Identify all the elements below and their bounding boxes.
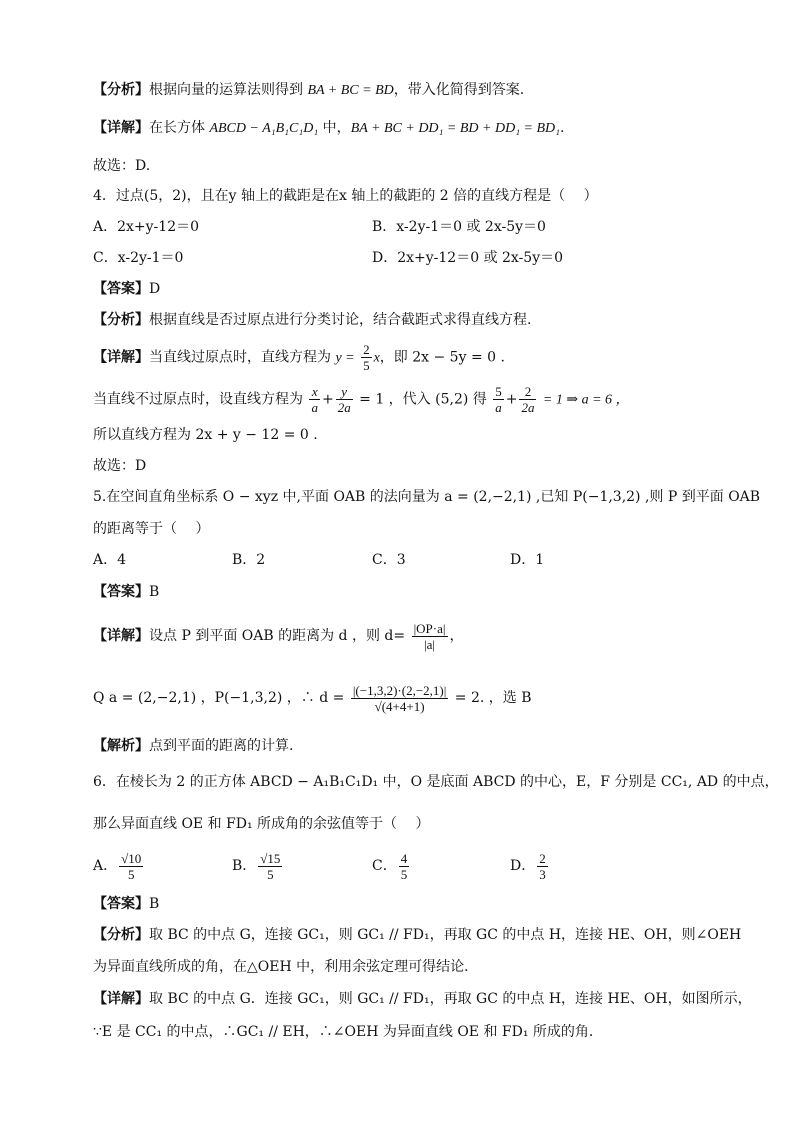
detail-mid: 中， — [318, 120, 351, 136]
q6-option-b — [232, 848, 284, 884]
q3-analysis-line — [93, 80, 524, 101]
detail-post: = 2. ，选 B — [454, 690, 532, 706]
fraction: $\frac{5}{a}$ — [495, 384, 502, 415]
q5-option-c: C．3 — [372, 552, 406, 568]
fraction: $\frac{y}{2a}$ — [337, 384, 351, 415]
q4-detail-line-2: 当直线不过原点时，设直线方程为 $\frac{x}{a}$ + $\frac{y}{2a}$ = 1 ，代入 (5,2) 得 $\frac{5}{a}$ + $\frac{2}{2a}$ = 1 ⇒ a = 6 ， — [93, 384, 630, 415]
option-fraction: $\frac{2}{3}$ — [539, 850, 546, 882]
q5-option-d: D．1 — [510, 552, 545, 568]
fraction: $\frac{2}{5}$ — [363, 342, 370, 373]
fraction: $\frac{2}{2a}$ — [521, 384, 535, 415]
var-x: x — [373, 350, 380, 366]
eq-lhs: y = — [335, 350, 355, 366]
q4-answer-line — [93, 279, 160, 299]
eq-result: = 1 ⇒ a = 6 ， — [542, 392, 630, 408]
q6-option-c — [372, 848, 411, 884]
q5-option-a: A．4 — [93, 552, 127, 568]
analysis-tail: ，带入化简得到答案. — [393, 82, 525, 98]
detail-tag: 【详解】 — [93, 628, 149, 644]
option-label: C． — [372, 858, 397, 874]
answer-value: B — [149, 584, 160, 600]
analysis-text: 根据直线是否过原点进行分类讨论，结合截距式求得直线方程. — [149, 312, 532, 328]
answer-tag: 【答案】 — [93, 281, 149, 297]
q5-detail-line-2 — [93, 680, 532, 716]
option-label: A． — [93, 858, 118, 874]
distance-calc: $\frac{|(-1,3,2)\cdot(2,-2,1)|}{√(4+4+1)}$ — [352, 682, 447, 714]
q3-choice: 故选：D. — [93, 158, 151, 174]
analysis-tag: 【分析】 — [93, 312, 149, 328]
q6-stem-line-2: 那么异面直线 OE 和 FD₁ 所成角的余弦值等于（ ） — [93, 816, 430, 832]
q5-option-b: B．2 — [232, 552, 266, 568]
solution-text: 点到平面的距离的计算. — [149, 738, 294, 754]
q6-option-d — [510, 848, 550, 884]
vector-equation: BA + BC = BD — [307, 83, 394, 98]
q6-option-a — [93, 848, 145, 884]
eq-tail: = 1 ，代入 (5,2) 得 — [359, 391, 487, 408]
detail-text: Q a = (2,−2,1) ，P(−1,3,2) ，∴ d = — [93, 690, 345, 706]
answer-tag: 【答案】 — [93, 896, 149, 912]
q5-stem-line-2: 的距离等于（ ） — [93, 521, 210, 537]
option-fraction: $\frac{4}{5}$ — [400, 850, 408, 882]
q6-detail-line-1 — [93, 989, 752, 1009]
solution-tag: 【解析】 — [93, 738, 149, 754]
detail-tag: 【详解】 — [93, 991, 149, 1007]
detail-end: . — [560, 120, 565, 136]
detail-tag: 【详解】 — [93, 349, 149, 366]
q6-detail-line-2: ∵E 是 CC₁ 的中点，∴GC₁ // EH，∴∠OEH 为异面直线 OE 和 FD₁ 所成的角． — [93, 1024, 603, 1040]
detail-text: 当直线过原点时，直线方程为 — [149, 349, 331, 366]
answer-tag: 【答案】 — [93, 584, 149, 600]
analysis-text: 根据向量的运算法则得到 — [149, 82, 303, 98]
detail-text: 设点 P 到平面 OAB 的距离为 d ，则 d= — [149, 628, 406, 644]
detail-post: ， — [449, 628, 464, 644]
option-label: D． — [510, 858, 536, 874]
analysis-text: 取 BC 的中点 G，连接 GC₁，则 GC₁ // FD₁，再取 GC 的中点 H，连接 HE、OH，则∠OEH — [149, 927, 742, 943]
vector-sum: BA + BC + DD₁ = BD + DD₁ = BD₁ — [350, 121, 561, 136]
q4-option-c: C．x-2y-1＝0 — [93, 250, 184, 266]
answer-value: B — [149, 896, 160, 912]
q6-analysis-line-1 — [93, 925, 741, 945]
detail-text: 当直线不过原点时，设直线方程为 — [93, 391, 303, 408]
q6-analysis-line-2: 为异面直线所成的角，在△OEH 中，利用余弦定理可得结论． — [93, 959, 479, 975]
q6-answer-line — [93, 894, 159, 914]
q4-detail-line-3: 所以直线方程为 2x + y − 12 = 0 . — [93, 427, 318, 443]
q4-option-d: D．2x+y-12＝0 或 2x-5y＝0 — [372, 250, 564, 266]
q3-detail-line — [93, 118, 564, 139]
q5-solution-line — [93, 736, 293, 756]
solid-name: ABCD − A₁B₁C₁D₁ — [209, 121, 319, 136]
distance-formula: $\frac{|OP\cdot a|}{|a|}$ — [413, 620, 446, 652]
option-fraction: $\frac{√10}{5}$ — [121, 850, 142, 882]
option-fraction: $\frac{√15}{5}$ — [260, 850, 281, 882]
q5-detail-line-1 — [93, 618, 464, 654]
q4-option-a: A．2x+y-12＝0 — [93, 219, 200, 235]
q5-answer-line — [93, 582, 159, 602]
analysis-tag: 【分析】 — [93, 927, 149, 943]
detail-text: 取 BC 的中点 G．连接 GC₁，则 GC₁ // FD₁，再取 GC 的中点 H，连接 HE、OH，如图所示， — [149, 991, 752, 1007]
detail-tag: 【详解】 — [93, 120, 149, 136]
q6-stem-line-1: 6．在棱长为 2 的正方体 ABCD − A₁B₁C₁D₁ 中，O 是底面 ABCD 的中心，E，F 分别是 CC₁, AD 的中点， — [93, 774, 779, 790]
analysis-tag: 【分析】 — [93, 82, 149, 98]
q4-option-b: B．x-2y-1＝0 或 2x-5y＝0 — [372, 219, 546, 235]
fraction: $\frac{x}{a}$ — [311, 384, 318, 415]
q4-analysis-line — [93, 310, 531, 330]
q4-detail-line-1 — [93, 342, 505, 374]
q4-choice: 故选：D — [93, 458, 147, 474]
answer-value: D — [149, 281, 161, 297]
q5-stem-line-1: 5.在空间直角坐标系 O − xyz 中,平面 OAB 的法向量为 a = (2,−2,1) ,已知 P(−1,3,2) ,则 P 到平面 OAB — [93, 489, 761, 505]
q4-stem: 4．过点(5，2)，且在y 轴上的截距是在x 轴上的截距的 2 倍的直线方程是（ ） — [93, 188, 598, 204]
option-label: B． — [232, 858, 257, 874]
detail-post: ，即 2x − 5y = 0 . — [379, 349, 505, 366]
detail-text: 在长方体 — [149, 120, 205, 136]
